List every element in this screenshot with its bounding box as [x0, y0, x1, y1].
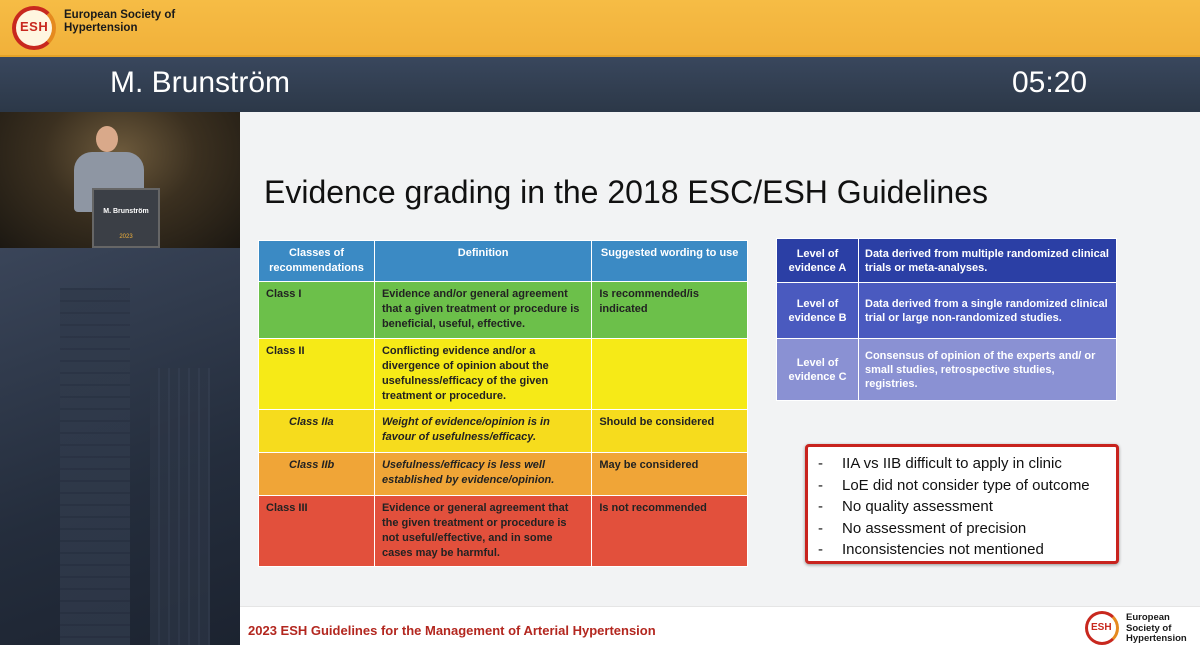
speaker-video[interactable] — [0, 112, 240, 248]
table-row — [259, 339, 748, 410]
tower-shape-2 — [150, 368, 210, 645]
classes-of-recommendations-table — [258, 240, 748, 567]
list-item — [818, 539, 1110, 561]
org-name: European Society of Hypertension — [64, 9, 176, 34]
table-row — [777, 283, 1117, 339]
level-cell: Level of evidence B — [777, 283, 859, 339]
limitations-box — [805, 444, 1119, 564]
table-row — [259, 410, 748, 453]
table-header: Classes of recommendations — [259, 241, 375, 282]
list-item-text: No quality assessment — [842, 498, 993, 515]
slide-title: Evidence grading in the 2018 ESC/ESH Guidelines — [264, 174, 988, 210]
definition-cell: Usefulness/efficacy is less well established by evidence/opinion. — [374, 453, 591, 496]
level-of-evidence-table — [776, 238, 1117, 401]
bullet-dash: - — [818, 455, 823, 472]
wording-cell: Is recommended/is indicated — [592, 282, 748, 339]
table-header: Definition — [374, 241, 591, 282]
table-row — [777, 239, 1117, 283]
footer-org-name: European Society of Hypertension — [1126, 612, 1187, 644]
table-row — [259, 496, 748, 567]
class-cell: Class IIa — [259, 410, 375, 453]
footer-title: 2023 ESH Guidelines for the Management of Arterial Hypertension — [248, 623, 656, 638]
list-item — [818, 475, 1110, 497]
definition-cell: Evidence or general agreement that the given treatment or procedure is not useful/effective, and in some cases may be harmful. — [374, 496, 591, 567]
background-building-image — [0, 248, 240, 645]
wording-cell — [592, 339, 748, 410]
evidence-text-cell: Consensus of opinion of the experts and/ or small studies, retrospective studies, registries. — [859, 339, 1117, 401]
class-cell: Class II — [259, 339, 375, 410]
bullet-dash: - — [818, 541, 823, 558]
presentation-slide — [240, 112, 1200, 645]
list-item — [818, 496, 1110, 518]
class-cell: Class IIb — [259, 453, 375, 496]
table-header: Suggested wording to use — [592, 241, 748, 282]
table-header-row — [259, 241, 748, 282]
list-item-text: IIA vs IIB difficult to apply in clinic — [842, 455, 1062, 472]
bullet-dash: - — [818, 476, 823, 494]
evidence-text-cell: Data derived from multiple randomized clinical trials or meta-analyses. — [859, 239, 1117, 283]
list-item — [818, 518, 1110, 540]
definition-cell: Weight of evidence/opinion is in favour of usefulness/efficacy. — [374, 410, 591, 453]
bullet-dash: - — [818, 498, 823, 515]
level-cell: Level of evidence A — [777, 239, 859, 283]
top-bar — [0, 0, 1200, 57]
list-item — [818, 453, 1110, 475]
table-row — [259, 282, 748, 339]
class-cell: Class I — [259, 282, 375, 339]
speaker-head — [96, 126, 118, 152]
limitations-list — [818, 453, 1110, 561]
list-item-text: LoE did not consider type of outcome — [842, 476, 1090, 494]
esh-logo-text: ESH — [20, 19, 49, 34]
speaker-name: M. Brunström — [110, 66, 291, 99]
definition-cell: Evidence and/or general agreement that a given treatment or procedure is beneficial, useful, effective. — [374, 282, 591, 339]
slide-footer — [240, 606, 1200, 645]
class-cell: Class III — [259, 496, 375, 567]
level-cell: Level of evidence C — [777, 339, 859, 401]
table-row — [777, 339, 1117, 401]
wording-cell: Is not recommended — [592, 496, 748, 567]
footer-logo-text: ESH — [1091, 622, 1112, 633]
table-row — [259, 453, 748, 496]
list-item-text: Inconsistencies not mentioned — [842, 541, 1044, 558]
tower-shape — [60, 288, 130, 645]
list-item-text: No assessment of precision — [842, 519, 1027, 537]
wording-cell: Should be considered — [592, 410, 748, 453]
bullet-dash: - — [818, 519, 823, 537]
wording-cell: May be considered — [592, 453, 748, 496]
evidence-text-cell: Data derived from a single randomized clinical trial or large non-randomized studies. — [859, 283, 1117, 339]
podium-label: M. Brunström — [103, 208, 149, 215]
session-timer: 05:20 — [1012, 66, 1088, 99]
podium-year: 2023 — [119, 234, 133, 240]
definition-cell: Conflicting evidence and/or a divergence of opinion about the usefulness/efficacy of the given treatment or procedure. — [374, 339, 591, 410]
